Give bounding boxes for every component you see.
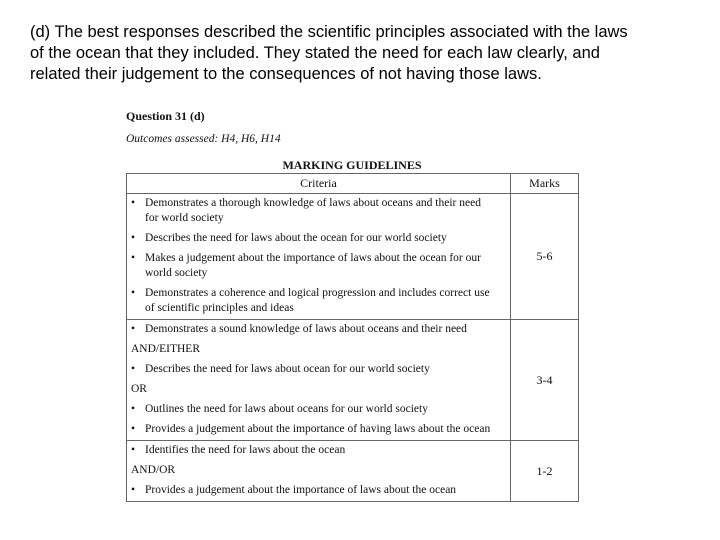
marks-header: Marks — [511, 174, 579, 194]
table-row — [127, 320, 579, 441]
bullet-icon: • — [131, 252, 136, 264]
bullet-icon: • — [131, 287, 136, 299]
criteria-cell — [127, 194, 511, 320]
criterion-text: for world society — [145, 212, 224, 224]
criterion-text: Provides a judgement about the importance of laws about the ocean — [145, 484, 457, 496]
table-row — [127, 194, 579, 320]
criterion-text: Demonstrates a thorough knowledge of laws about oceans and their need — [145, 197, 481, 209]
connector-text: OR — [131, 383, 147, 395]
bullet-icon: • — [131, 323, 136, 335]
criterion-text: Identifies the need for laws about the ocean — [145, 444, 346, 456]
bullet-icon: • — [131, 423, 136, 435]
bullet-icon: • — [131, 484, 136, 496]
criterion-item — [131, 322, 506, 337]
table-header-row — [127, 174, 579, 194]
criterion-text: Describes the need for laws about ocean for our world society — [145, 363, 430, 375]
intro-line: of the ocean that they included. They stated the need for each law clearly, and — [30, 44, 600, 62]
criterion-item — [131, 251, 506, 281]
bullet-icon: • — [131, 363, 136, 375]
criterion-text: Provides a judgement about the importance of having laws about the ocean — [145, 423, 491, 435]
criterion-item — [131, 483, 506, 498]
bullet-icon: • — [131, 232, 136, 244]
criterion-text: Makes a judgement about the importance of laws about the ocean for our — [145, 252, 481, 264]
bullet-icon: • — [131, 444, 136, 456]
criterion-item — [131, 362, 506, 377]
criterion-text: Demonstrates a sound knowledge of laws about oceans and their need — [145, 323, 467, 335]
intro-paragraph — [30, 22, 698, 85]
criterion-text: Demonstrates a coherence and logical progression and includes correct use — [145, 287, 490, 299]
connector-text: AND/OR — [131, 464, 176, 476]
criterion-item — [131, 422, 506, 437]
criteria-cell — [127, 320, 511, 441]
bullet-icon: • — [131, 403, 136, 415]
guidelines-title: MARKING GUIDELINES — [282, 158, 422, 172]
criterion-item — [131, 231, 506, 246]
criterion-item — [131, 286, 506, 316]
criterion-text: Describes the need for laws about the ocean for our world society — [145, 232, 447, 244]
table-row — [127, 441, 579, 502]
intro-line: (d) The best responses described the scientific principles associated with the laws — [30, 23, 628, 41]
marks-cell: 1-2 — [511, 441, 579, 502]
question-title: Question 31 (d) — [126, 109, 205, 123]
criteria-header: Criteria — [127, 174, 511, 194]
connector-text: AND/EITHER — [131, 343, 200, 355]
criterion-item — [131, 196, 506, 226]
criterion-item — [131, 402, 506, 417]
marking-table — [126, 173, 579, 502]
criterion-text: Outlines the need for laws about oceans for our world society — [145, 403, 428, 415]
bullet-icon: • — [131, 197, 136, 209]
marks-cell: 5-6 — [511, 194, 579, 320]
criterion-item — [131, 443, 506, 458]
marking-guidelines-document — [126, 107, 578, 502]
criteria-cell — [127, 441, 511, 502]
criterion-text: world society — [145, 267, 208, 279]
intro-line: related their judgement to the consequences of not having those laws. — [30, 65, 542, 83]
outcomes-assessed: Outcomes assessed: H4, H6, H14 — [126, 133, 281, 145]
criterion-text: of scientific principles and ideas — [145, 302, 294, 314]
marks-cell: 3-4 — [511, 320, 579, 441]
